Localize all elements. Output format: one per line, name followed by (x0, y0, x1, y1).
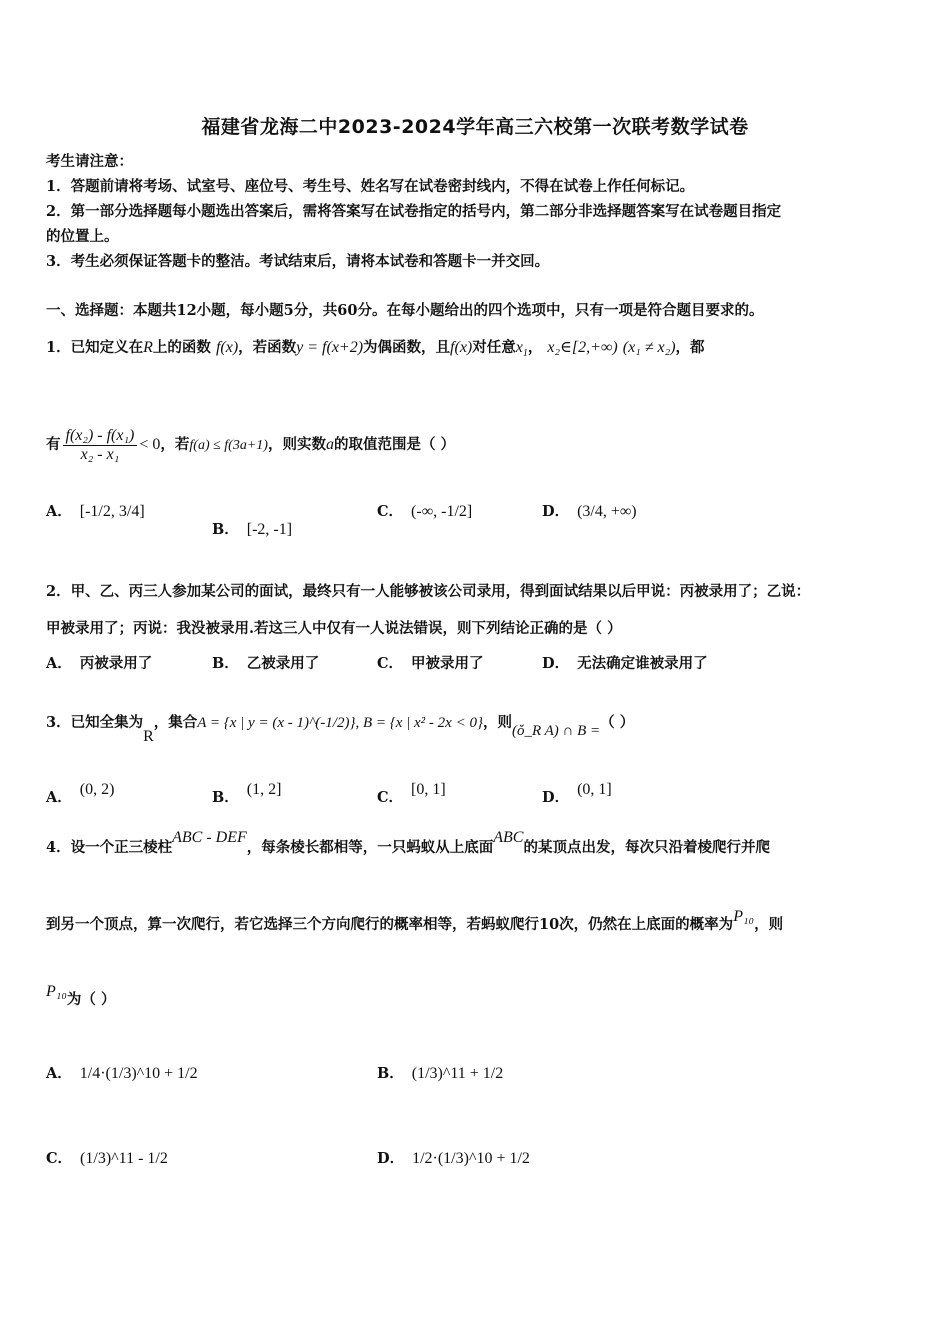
question-4-line-2 (46, 908, 784, 935)
q3-option-b[interactable]: B． (1, 2] (212, 781, 282, 806)
notice-item-1: 1．答题前请将考场、试室号、座位号、考生号、姓名写在试卷密封线内，不得在试卷上作任何标记。 (46, 178, 695, 195)
notice-item-3: 3．考生必须保证答题卡的整洁。考试结束后，请将本试卷和答题卡一并交回。 (46, 253, 550, 270)
q1-math: f(x) (215, 339, 239, 356)
q2-option-a[interactable]: A． 丙被录用了 (46, 655, 153, 672)
option-math: (3/4, +∞) (577, 503, 637, 520)
question-3-line (46, 708, 635, 745)
q2-option-c[interactable]: C． 甲被录用了 (377, 655, 484, 672)
q1-math: R (143, 339, 153, 356)
q1-fraction: $\frac{\text{f(x₂) - f(x₁)}}{\text{x₂ - x₁}}$ (63, 427, 138, 464)
q3-text: （ ） (600, 714, 635, 731)
q1-text: 上的函数 (152, 339, 211, 356)
question-2-line-2: 甲被录用了；丙说：我没被录用.若这三人中仅有一人说法错误，则下列结论正确的是（ ） (46, 620, 622, 637)
q1-text: ，若函数 (238, 339, 297, 356)
option-math: [-1/2, 3/4] (79, 503, 145, 520)
q4-text: 的某顶点出发，每次只沿着棱爬行并爬 (523, 839, 770, 856)
option-math: [-2, -1] (246, 521, 293, 538)
q3-option-d[interactable]: D． (0, 1] (542, 781, 612, 806)
q1-option-c[interactable]: C． (-∞, -1/2] (377, 503, 473, 520)
question-1-line-1: 1．已知定义在R上的函数 f(x)，若函数y = f(x+2)为偶函数，且f(x)对任意$x_1$， x₂∈[2,+∞) (x₁ ≠ x₂)，都 (46, 339, 705, 360)
notice-item-2: 2．第一部分选择题每小题选出答案后，需将答案写在试卷指定的括号内，第二部分非选择题答案写在试卷题目指定 (46, 203, 782, 220)
q1-math: a (325, 436, 334, 453)
q1-option-b[interactable]: B． [-2, -1] (212, 521, 293, 538)
q4-math: ABC (493, 829, 524, 846)
q4-math: P₁₀ (46, 983, 67, 1000)
q4-option-c[interactable]: C． (1/3)^11 - 1/2 (46, 1150, 168, 1167)
q4-option-b[interactable]: B． (1/3)^11 + 1/2 (377, 1065, 504, 1082)
q1-text: ，若 (160, 436, 190, 453)
q1-text: 1．已知定义在 (46, 339, 144, 356)
notice-heading: 考生请注意： (46, 153, 133, 170)
q1-text: 对任意 (472, 339, 516, 356)
q1-text: ，则实数 (267, 436, 326, 453)
q2-option-b[interactable]: B． 乙被录用了 (212, 655, 320, 672)
q3-math: (ǒ_R A) ∩ B = (511, 723, 601, 739)
q1-math: f(a) ≤ f(3a+1) (189, 438, 268, 453)
option-math: (-∞, -1/2] (411, 503, 473, 520)
q1-text: ，都 (675, 339, 705, 356)
q4-text: 为（ ） (66, 991, 116, 1008)
q1-math: < 0 (139, 436, 161, 453)
q1-option-a[interactable]: A． [-1/2, 3/4] (46, 503, 145, 520)
q1-math: f(x) (450, 339, 473, 356)
q4-option-d[interactable]: D． 1/2·(1/3)^10 + 1/2 (377, 1150, 530, 1167)
q4-text: ，则 (754, 916, 784, 933)
question-4-line-3 (46, 983, 116, 1010)
notice-item-2-cont: 的位置上。 (46, 228, 119, 245)
q2-option-d[interactable]: D． 无法确定谁被录用了 (542, 655, 708, 672)
q3-math: A = {x | y = (x - 1)^(-1/2)}, B = {x | x² - 2x < 0} (197, 715, 483, 731)
q4-option-a[interactable]: A． 1/4·(1/3)^10 + 1/2 (46, 1065, 198, 1082)
q1-text: 的取值范围是（ ） (333, 436, 456, 453)
q4-text: 4．设一个正三棱柱 (46, 839, 173, 856)
section-heading: 一、选择题：本题共12小题，每小题5分，共60分。在每小题给出的四个选项中，只有一项是符合题目要求的。 (46, 302, 764, 319)
q1-math: x₂∈[2,+∞) (547, 339, 618, 356)
q4-math: ABC - DEF (172, 829, 247, 846)
page-title: 福建省龙海二中2023-2024学年高三六校第一次联考数学试卷 (201, 116, 749, 138)
q1-text: 有 (46, 436, 61, 453)
q1-text: 为偶函数，且 (363, 339, 451, 356)
question-4-line-1 (46, 829, 770, 858)
q1-option-d[interactable]: D． (3/4, +∞) (542, 503, 637, 520)
q4-text: 到另一个顶点，算一次爬行，若它选择三个方向爬行的概率相等，若蚂蚁爬行10次，仍然在上底面的概率为 (46, 916, 734, 933)
q1-math: y = f(x+2) (296, 339, 364, 356)
q3-text: ，集合 (153, 714, 198, 731)
q3-text: 3．已知全集为 (46, 714, 144, 731)
q3-option-a[interactable]: A． (0, 2) (46, 781, 115, 806)
question-2-line-1: 2．甲、乙、丙三人参加某公司的面试，最终只有一人能够被该公司录用，得到面试结果以后甲说：丙被录用了；乙说： (46, 583, 811, 600)
q3-option-c[interactable]: C． [0, 1] (377, 781, 446, 806)
q4-math: P₁₀ (733, 908, 755, 925)
q1-math: $x_1$ (515, 339, 528, 360)
question-1-line-2 (46, 425, 455, 466)
q3-text: ，则 (482, 714, 512, 731)
q4-text: ，每条棱长都相等，一只蚂蚁从上底面 (246, 839, 494, 856)
q3-math: R (143, 728, 154, 745)
q1-math: (x₁ ≠ x₂) (622, 339, 676, 356)
